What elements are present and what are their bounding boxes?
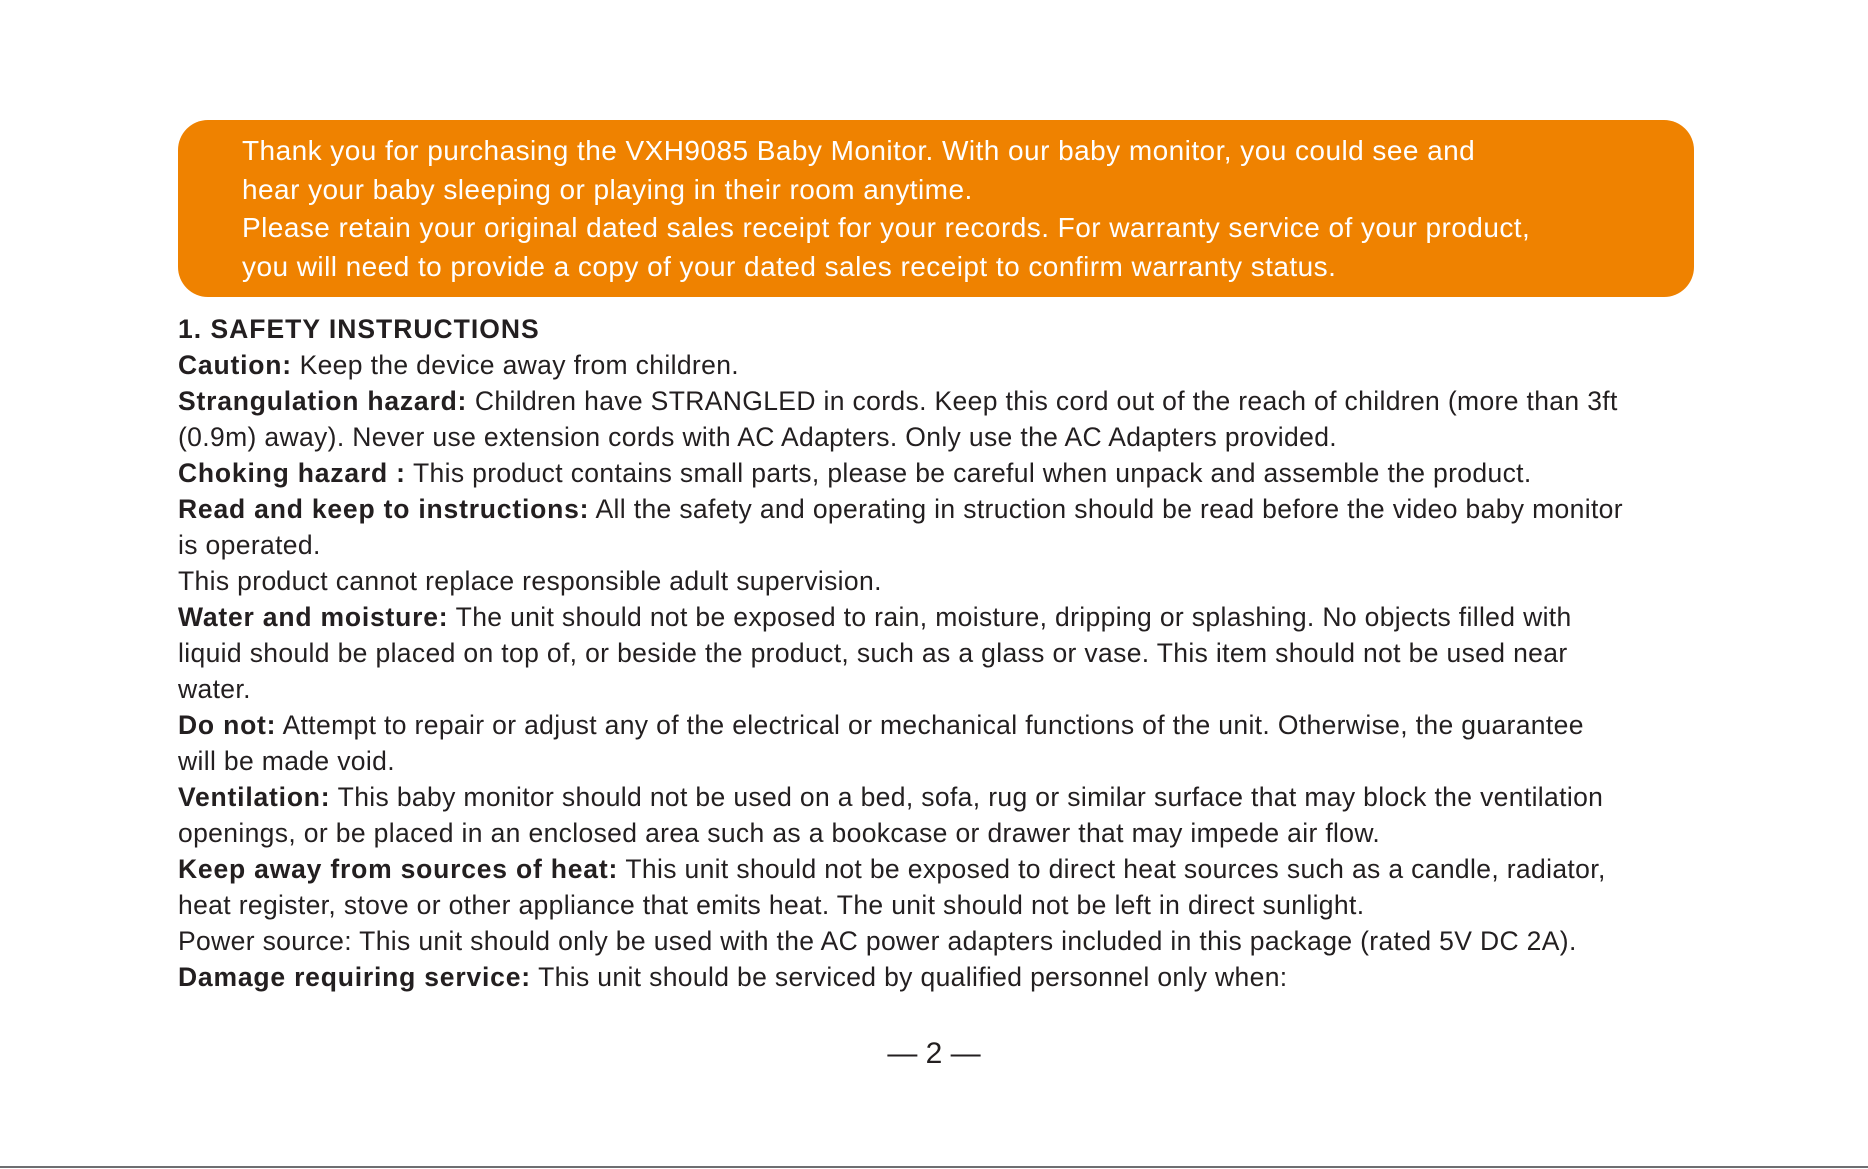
instruction-text: (0.9m) away). Never use extension cords with AC Adapters. Only use the AC Adapters provided. — [178, 422, 1338, 452]
instruction-label: Caution: — [178, 350, 292, 380]
instruction-text: This unit should be serviced by qualified personnel only when: — [530, 962, 1288, 992]
instruction-line-caution — [178, 347, 1718, 383]
intro-line: hear your baby sleeping or playing in their room anytime. — [242, 173, 973, 205]
instruction-text: All the safety and operating in struction should be read before the video baby monitor — [589, 494, 1623, 524]
instruction-line — [178, 815, 1718, 851]
instruction-line — [178, 671, 1718, 707]
instruction-text: is operated. — [178, 530, 321, 560]
instruction-line — [178, 419, 1718, 455]
instruction-text: Keep the device away from children. — [291, 350, 739, 380]
instruction-line — [178, 527, 1718, 563]
instruction-line-read-instructions — [178, 491, 1718, 527]
intro-line: you will need to provide a copy of your dated sales receipt to confirm warranty status. — [242, 250, 1337, 282]
instruction-text: This product cannot replace responsible adult supervision. — [178, 566, 882, 596]
instruction-text: Power source: This unit should only be used with the AC power adapters included in this package (rated 5V DC 2A). — [178, 926, 1577, 956]
instruction-line-ventilation — [178, 779, 1718, 815]
instruction-text: The unit should not be exposed to rain, moisture, dripping or splashing. No objects filled with — [448, 602, 1572, 632]
instruction-text: openings, or be placed in an enclosed area such as a bookcase or drawer that may impede air flow. — [178, 818, 1381, 848]
intro-box — [178, 120, 1694, 297]
instruction-label: Strangulation hazard: — [178, 386, 468, 416]
instruction-label: Keep away from sources of heat: — [178, 854, 619, 884]
instruction-text: will be made void. — [178, 746, 395, 776]
instruction-line-strangulation — [178, 383, 1718, 419]
instruction-line — [178, 743, 1718, 779]
instruction-line — [178, 635, 1718, 671]
instruction-label: Water and moisture: — [178, 602, 449, 632]
bottom-divider — [0, 1166, 1868, 1168]
instruction-line — [178, 563, 1718, 599]
instruction-label: Choking hazard : — [178, 458, 406, 488]
instruction-text: Attempt to repair or adjust any of the electrical or mechanical functions of the unit. Otherwise, the guarantee — [276, 710, 1584, 740]
page-number: — 2 — — [887, 1037, 981, 1070]
instruction-text: This baby monitor should not be used on a bed, sofa, rug or similar surface that may block the ventilation — [330, 782, 1604, 812]
instruction-text: liquid should be placed on top of, or beside the product, such as a glass or vase. This item should not be used near — [178, 638, 1568, 668]
instruction-label: Read and keep to instructions: — [178, 494, 590, 524]
instruction-line-do-not — [178, 707, 1718, 743]
instruction-line — [178, 887, 1718, 923]
section-title: 1. SAFETY INSTRUCTIONS — [178, 314, 540, 344]
instruction-text: Children have STRANGLED in cords. Keep this cord out of the reach of children (more than 3ft — [467, 386, 1618, 416]
instruction-line-heat — [178, 851, 1718, 887]
instruction-line-choking — [178, 455, 1718, 491]
instruction-text: water. — [178, 674, 251, 704]
instruction-label: Damage requiring service: — [178, 962, 531, 992]
instruction-line-power-source — [178, 923, 1718, 959]
instruction-text: This product contains small parts, please be careful when unpack and assemble the product. — [405, 458, 1532, 488]
instruction-label: Ventilation: — [178, 782, 331, 812]
instruction-line-damage — [178, 959, 1718, 995]
instruction-text: heat register, stove or other appliance that emits heat. The unit should not be left in direct sunlight. — [178, 890, 1365, 920]
instruction-label: Do not: — [178, 710, 277, 740]
instruction-line-water — [178, 599, 1718, 635]
instruction-text: This unit should not be exposed to direct heat sources such as a candle, radiator, — [618, 854, 1606, 884]
intro-line: Please retain your original dated sales receipt for your records. For warranty service of your product, — [242, 212, 1531, 243]
safety-instructions — [178, 311, 1718, 995]
intro-line: Thank you for purchasing the VXH9085 Baby Monitor. With our baby monitor, you could see and — [242, 135, 1476, 166]
